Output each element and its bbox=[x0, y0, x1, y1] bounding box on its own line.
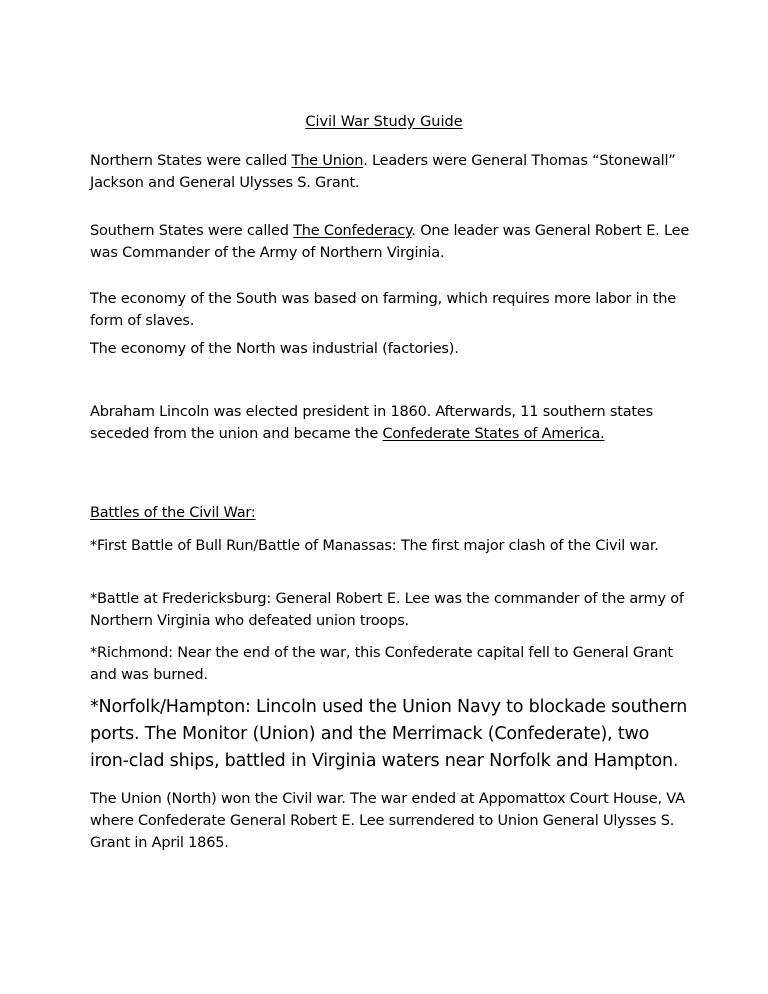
page-title: Civil War Study Guide bbox=[305, 113, 463, 130]
south-paragraph bbox=[90, 220, 690, 264]
lincoln-paragraph bbox=[90, 401, 690, 445]
battle-item-large: *Norfolk/Hampton: Lincoln used the Union Navy to blockade southern ports. The Monitor (Union) and the Merrimack (Confederate), two iron-clad ships, battled in Virginia waters near Norfolk and Hampton. bbox=[90, 697, 688, 771]
north-paragraph bbox=[90, 150, 690, 194]
battle-item: *Battle at Fredericksburg: General Robert E. Lee was the commander of the army of Northern Virginia who defeated union troops. bbox=[90, 591, 684, 629]
battle-item: *Richmond: Near the end of the war, this Confederate capital fell to General Grant and was burned. bbox=[90, 645, 673, 683]
ending-paragraph: The Union (North) won the Civil war. The war ended at Appomattox Court House, VA where Confederate General Robert E. Lee surrendered to Union General Ulysses S. Grant in April 1865. bbox=[90, 791, 685, 851]
north-term: The Union bbox=[291, 153, 364, 169]
economy-south-paragraph: The economy of the South was based on farming, which requires more labor in the form of slaves. bbox=[90, 291, 676, 329]
battles-heading: Battles of the Civil War: bbox=[90, 505, 256, 521]
south-text-pre: Southern States were called bbox=[90, 223, 294, 239]
north-text-pre: Northern States were called bbox=[90, 153, 292, 169]
battle-item: *First Battle of Bull Run/Battle of Manassas: The first major clash of the Civil war. bbox=[90, 538, 659, 554]
economy-north-paragraph: The economy of the North was industrial (factories). bbox=[90, 341, 459, 357]
confederate-states-term: Confederate States of America. bbox=[382, 426, 605, 442]
south-text-post: . One leader was General Robert E. Lee was Commander of the Army of Northern Virginia. bbox=[90, 223, 690, 261]
north-text-post: . Leaders were General Thomas “Stonewall” Jackson and General Ulysses S. Grant. bbox=[90, 153, 676, 191]
lincoln-text-pre: Abraham Lincoln was elected president in 1860. Afterwards, 11 southern states seceded from the union and became the bbox=[90, 404, 653, 442]
south-term: The Confederacy bbox=[293, 223, 412, 239]
